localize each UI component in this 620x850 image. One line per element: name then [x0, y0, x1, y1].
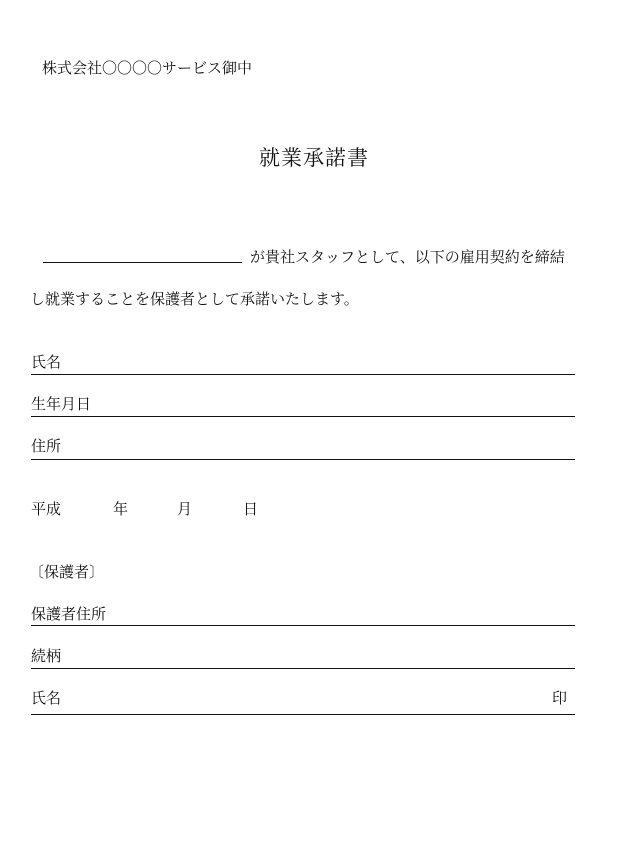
- document-title: 就業承諾書: [259, 146, 369, 170]
- relation-label: 続柄: [31, 647, 62, 665]
- name-label: 氏名: [31, 353, 62, 371]
- date-era: 平成: [31, 500, 62, 518]
- relation-line: [31, 668, 575, 669]
- name-line: [31, 374, 575, 375]
- body-line-2: し就業することを保護者として承諾いたします。: [30, 290, 359, 308]
- guardian-address-line: [31, 625, 575, 626]
- guardian-section-label: 〔保護者〕: [29, 563, 105, 581]
- addressee: 株式会社〇〇〇〇サービス御中: [42, 59, 253, 77]
- date-month: 月: [177, 500, 193, 518]
- birthdate-line: [31, 416, 575, 417]
- guardian-address-label: 保護者住所: [31, 605, 107, 623]
- date-year: 年: [113, 500, 129, 518]
- guardian-name-line: [31, 714, 575, 715]
- date-day: 日: [243, 500, 259, 518]
- seal-label: 印: [552, 689, 568, 707]
- birthdate-label: 生年月日: [31, 395, 92, 413]
- name-blank-line: [43, 262, 242, 263]
- guardian-name-label: 氏名: [31, 689, 62, 707]
- body-line-1: が貴社スタッフとして、以下の雇用契約を締結: [250, 248, 565, 266]
- address-line: [31, 459, 575, 460]
- address-label: 住所: [31, 437, 62, 455]
